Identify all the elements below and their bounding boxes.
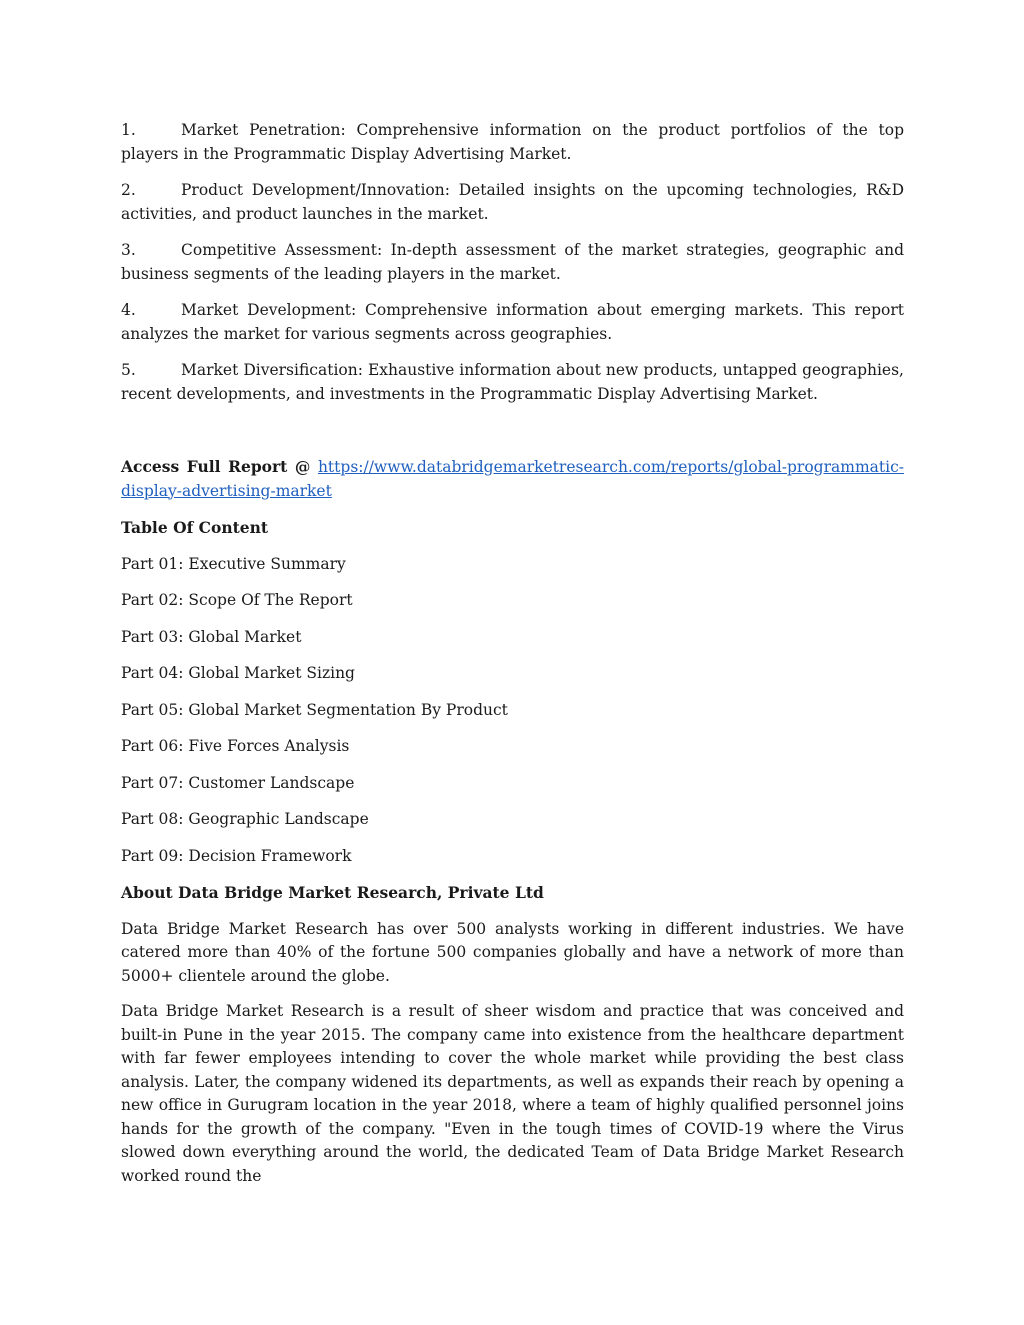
list-item-number: 1. (121, 121, 136, 139)
list-item (121, 119, 904, 166)
list-item (121, 359, 904, 406)
list-item-text: Market Development: Comprehensive information about emerging markets. This report analyzes the market for various segments across geographies. (121, 301, 904, 343)
list-item-number: 3. (121, 241, 136, 259)
list-item (121, 179, 904, 226)
list-item (121, 299, 904, 346)
about-paragraph: Data Bridge Market Research is a result of sheer wisdom and practice that was conceived and built-in Pune in the year 2015. The company came into existence from the healthcare department with far fewer employees intending to cover the whole market while providing the best class analysis. Later, the company widened its departments, as well as expands their reach by opening a new office in Gurugram location in the year 2018, where a team of highly qualified personnel joins hands for the growth of the company. "Even in the tough times of COVID-19 where the Virus slowed down everything around the world, the dedicated Team of Data Bridge Market Research worked round the (121, 1002, 904, 1185)
list-item-number: 2. (121, 181, 136, 199)
toc-item: Part 09: Decision Framework (121, 846, 352, 865)
list-item-text: Competitive Assessment: In-depth assessment of the market strategies, geographic and business segments of the leading players in the market. (121, 241, 904, 283)
list-item-text: Market Penetration: Comprehensive information on the product portfolios of the top players in the Programmatic Display Advertising Market. (121, 121, 904, 163)
numbered-list (121, 119, 904, 406)
toc-item: Part 03: Global Market (121, 627, 302, 646)
report-link[interactable]: https://www.databridgemarketresearch.com/reports/global-programmatic-display-advertising-market (121, 458, 904, 500)
toc-list (121, 553, 904, 869)
toc-item: Part 07: Customer Landscape (121, 773, 355, 792)
toc-item: Part 05: Global Market Segmentation By Product (121, 700, 508, 719)
list-item-text: Market Diversification: Exhaustive information about new products, untapped geographies, recent developments, and investments in the Programmatic Display Advertising Market. (121, 361, 904, 403)
spacer (121, 419, 904, 455)
toc-item: Part 02: Scope Of The Report (121, 591, 353, 609)
about-paragraph: Data Bridge Market Research has over 500 analysts working in different industries. We have catered more than 40% of the fortune 500 companies globally and have a network of more than 5000+ clientele around the globe. (121, 919, 904, 985)
list-item-number: 5. (121, 361, 136, 379)
list-item-number: 4. (121, 301, 136, 319)
toc-item: Part 08: Geographic Landscape (121, 810, 369, 828)
toc-item: Part 01: Executive Summary (121, 554, 346, 573)
toc-heading: Table Of Content (121, 518, 269, 537)
list-item-text: Product Development/Innovation: Detailed insights on the upcoming technologies, R&D activities, and product launches in the market. (121, 181, 904, 223)
about-heading: About Data Bridge Market Research, Private Ltd (121, 883, 544, 902)
toc-item: Part 04: Global Market Sizing (121, 664, 355, 682)
access-label: Access Full Report @ (121, 457, 318, 476)
toc-item: Part 06: Five Forces Analysis (121, 737, 350, 755)
document-page (121, 119, 904, 1200)
access-full-report (121, 455, 904, 503)
list-item (121, 239, 904, 286)
